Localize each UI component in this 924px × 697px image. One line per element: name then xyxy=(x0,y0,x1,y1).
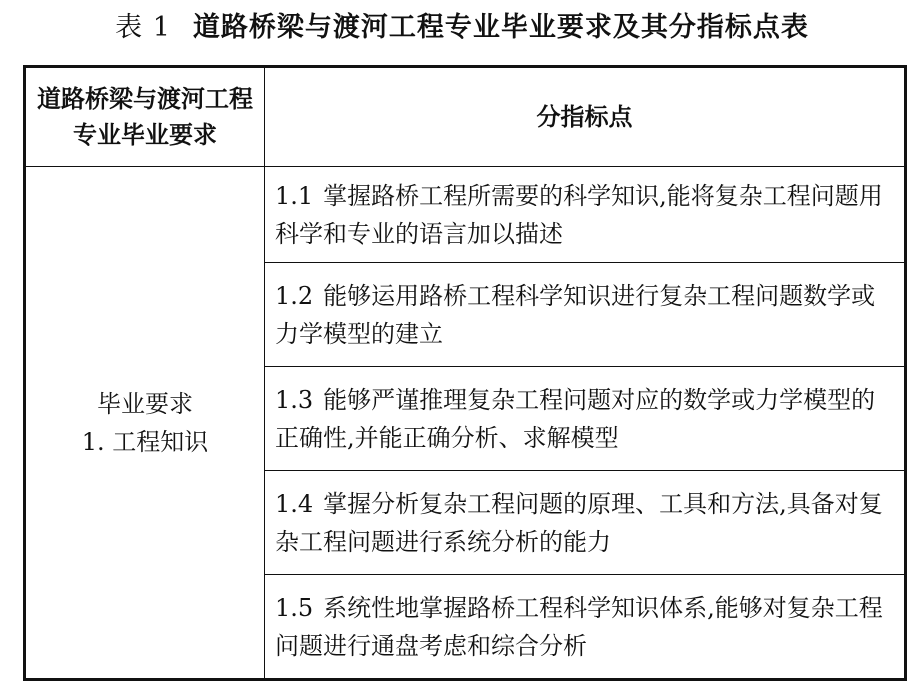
table-title: 道路桥梁与渡河工程专业毕业要求及其分指标点表 xyxy=(192,12,809,43)
indicator-text: 能够运用路桥工程科学知识进行复杂工程问题数学或力学模型的建立 xyxy=(275,281,876,348)
indicator-cell xyxy=(265,471,906,575)
indicator-cell xyxy=(265,575,906,680)
table-number: 表 1 xyxy=(115,12,171,43)
table-caption xyxy=(0,10,924,46)
header-requirement: 道路桥梁与渡河工程专业毕业要求 xyxy=(25,67,265,167)
indicator-number: 1.5 xyxy=(275,593,314,622)
indicator-text: 能够严谨推理复杂工程问题对应的数学或力学模型的正确性,并能正确分析、求解模型 xyxy=(275,385,876,452)
indicator-number: 1.2 xyxy=(275,281,314,310)
requirement-line-2: 1. 工程知识 xyxy=(81,427,209,456)
indicator-text: 系统性地掌握路桥工程科学知识体系,能够对复杂工程问题进行通盘考虑和综合分析 xyxy=(275,593,883,660)
indicator-text: 掌握路桥工程所需要的科学知识,能将复杂工程问题用科学和专业的语言加以描述 xyxy=(275,181,883,248)
indicator-number: 1.3 xyxy=(275,385,314,414)
indicator-number: 1.1 xyxy=(275,181,314,210)
table-row xyxy=(25,167,906,263)
indicator-cell xyxy=(265,367,906,471)
table-header-row xyxy=(25,67,906,167)
indicator-cell xyxy=(265,167,906,263)
indicator-text: 掌握分析复杂工程问题的原理、工具和方法,具备对复杂工程问题进行系统分析的能力 xyxy=(275,489,883,556)
indicator-cell xyxy=(265,263,906,367)
requirement-line-1: 毕业要求 xyxy=(97,389,193,418)
header-indicator: 分指标点 xyxy=(265,67,906,167)
indicator-number: 1.4 xyxy=(275,489,314,518)
requirements-table xyxy=(23,65,907,681)
requirement-cell xyxy=(25,167,265,680)
